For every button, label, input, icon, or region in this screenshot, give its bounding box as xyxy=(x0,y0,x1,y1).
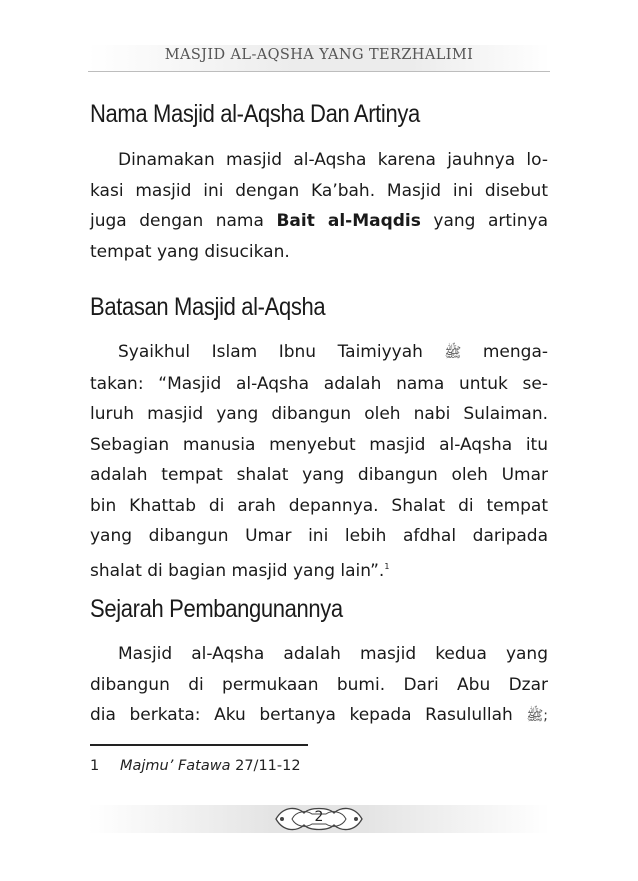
paragraph-line: bin Khattab di arah depannya. Shalat di tempat xyxy=(90,495,548,516)
paragraph-sejarah xyxy=(90,639,548,732)
paragraph-line: kasi masjid ini dengan Ka’bah. Masjid ini disebut xyxy=(90,180,548,201)
text-run: dia berkata: Aku bertanya kepada Rasulullah xyxy=(90,705,513,725)
paragraph-line: luruh masjid yang dibangun oleh nabi Sulaiman. xyxy=(90,404,548,424)
running-head: MASJID AL-AQSHA YANG TERZHALIMI xyxy=(164,47,474,63)
paragraph-line xyxy=(90,700,548,732)
paragraph-line xyxy=(90,206,548,237)
paragraph-line: Sebagian manusia menyebut masjid al-Aqsha itu xyxy=(90,434,548,455)
footnote-marker: 1 xyxy=(384,561,390,571)
footnote-ref: 27/11-12 xyxy=(235,758,301,774)
honorific-glyph: ﷺ xyxy=(444,345,462,361)
footnote-title: Majmu’ Fatawa xyxy=(120,758,231,774)
paragraph-line: yang dibangun Umar ini lebih afdhal daripada xyxy=(90,526,548,546)
paragraph-line: dibangun di permukaan bumi. Dari Abu Dzar xyxy=(90,674,548,695)
footnote-number: 1 xyxy=(90,758,100,774)
paragraph-line: adalah tempat shalat yang dibangun oleh Umar xyxy=(90,465,548,485)
running-head-rule xyxy=(88,71,550,72)
paragraph-line: Masjid al-Aqsha adalah masjid kedua yang xyxy=(118,644,548,664)
paragraph-name xyxy=(90,145,548,267)
paragraph-line: Dinamakan masjid al-Aqsha karena jauhnya lo- xyxy=(118,150,548,170)
text-run: Syaikhul Islam Ibnu Taimiyyah xyxy=(118,342,423,362)
paragraph-line xyxy=(90,552,548,587)
footnote-rule xyxy=(90,744,308,746)
text-run: juga dengan nama xyxy=(90,211,264,231)
page-number: 2 xyxy=(314,809,324,825)
section-heading-sejarah: Sejarah Pembangunannya xyxy=(90,595,343,623)
section-heading-batasan: Batasan Masjid al-Aqsha xyxy=(90,293,326,321)
paragraph-line xyxy=(90,337,548,369)
paragraph-line: tempat yang disucikan. xyxy=(90,241,290,262)
section-heading-name: Nama Masjid al-Aqsha Dan Artinya xyxy=(90,100,420,128)
text-run: shalat di bagian masjid yang lain”. xyxy=(90,560,385,581)
paragraph-line: takan: “Masjid al-Aqsha adalah nama untuk se- xyxy=(90,373,548,394)
bold-term: Bait al-Maqdis xyxy=(276,211,421,231)
footnote xyxy=(90,758,301,774)
paragraph-batasan xyxy=(90,337,548,586)
text-run: yang artinya xyxy=(433,211,548,231)
text-run: menga- xyxy=(482,342,549,362)
honorific-glyph: ﷺ; xyxy=(526,708,548,724)
